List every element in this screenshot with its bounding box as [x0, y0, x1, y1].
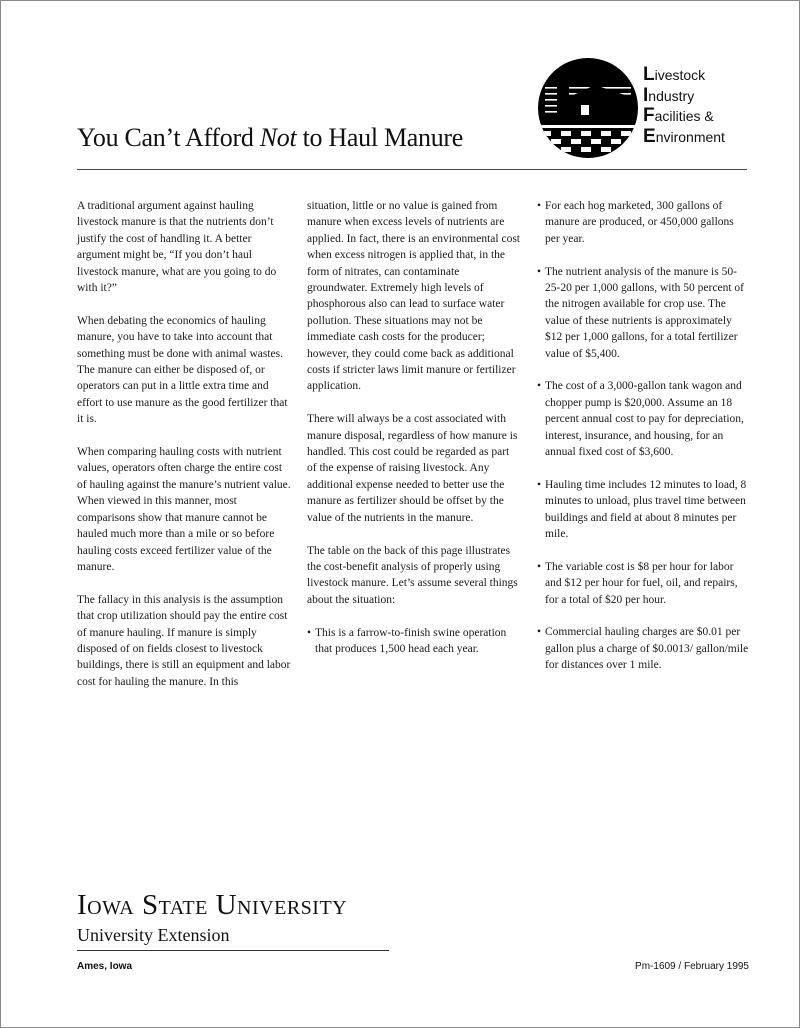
paragraph: When debating the economics of hauling manure, you have to take into account that something must be done with animal wastes. The manure can either be disposed of, or operators can put in a little extra time and effort to use manure as the good fertilizer that it is. — [77, 314, 288, 426]
life-program-name: Livestock Industry Facilities & Environment — [643, 64, 725, 147]
bullet-item: • For each hog marketed, 300 gallons of manure are produced, or 450,000 gallons per year. — [537, 200, 734, 245]
location-label: Ames, Iowa — [77, 961, 133, 972]
paragraph: The table on the back of this page illustrates the cost-benefit analysis of properly using livestock manure. Let’s assume several things about the situation: — [307, 544, 518, 606]
life-logo-icon — [537, 57, 639, 159]
university-wordmark: Iowa State University — [77, 889, 348, 921]
footer-divider — [77, 950, 389, 951]
text-column-3 — [537, 198, 751, 690]
bullet-item: • Hauling time includes 12 minutes to load, 8 minutes to unload, plus travel time between buildings and field at about 8 minutes per mile. — [537, 478, 747, 541]
paragraph: When comparing hauling costs with nutrient values, operators often charge the entire cost of hauling against the manure’s nutrient value. When viewed in this manner, most comparisons show that manure cannot be hauled much more than a mile or so before hauling costs exceed fertilizer value of the manure. — [77, 446, 291, 573]
bullet-item: • This is a farrow-to-finish swine operation that produces 1,500 head each year. — [307, 626, 507, 655]
bullet-item: • The variable cost is $8 per hour for labor and $12 per hour for fuel, oil, and repairs, for a total of $20 per hour. — [537, 560, 738, 606]
publication-number: Pm-1609 / February 1995 — [635, 961, 749, 972]
text-column-1 — [77, 198, 291, 707]
paragraph: A traditional argument against hauling livestock manure is that the nutrients don’t justify the cost of handling it. A better argument might be, “If you don’t haul livestock manure, what are you going to do with it?” — [77, 200, 277, 295]
bullet-item: • The cost of a 3,000-gallon tank wagon and chopper pump is $20,000. Assume an 18 percent annual cost to pay for depreciation, interest, insurance, and housing, for an annual fixed cost of $3,600. — [537, 380, 744, 459]
paragraph: The fallacy in this analysis is the assumption that crop utilization should pay the entire cost of manure hauling. If manure is simply disposed of on fields closest to livestock buildings, there is still an equipment and labor cost for hauling the manure. In this — [77, 593, 291, 688]
extension-name: University Extension — [77, 925, 230, 945]
text-column-2 — [307, 198, 521, 674]
bullet-item: • Commercial hauling charges are $0.01 per gallon plus a charge of $0.0013/ gallon/mile for distances over 1 mile. — [537, 626, 749, 672]
paragraph: There will always be a cost associated with manure disposal, regardless of how manure is handled. This cost could be regarded as part of the expense of raising livestock. Any additional expense needed to better use the manure as fertilizer should be offset by the value of the nutrients in the manure. — [307, 413, 518, 524]
paragraph: situation, little or no value is gained from manure when excess levels of nutrients are applied. In fact, there is an environmental cost when excess nitrogen is applied that, in the form of nitrates, can contaminate groundwater. Extremely high levels of phosphorous also can lead to surface water pollution. These situations may not be immediate cash costs for the producer; however, they could come back as additional costs if stricter laws limit manure or fertilizer application. — [307, 200, 520, 393]
bullet-item: • The nutrient analysis of the manure is 50-25-20 per 1,000 gallons, with 50 percent of the nitrogen available for crop use. The value of these nutrients is approximately $12 per 1,000 gallons, for a total fertilizer value of $5,400. — [537, 265, 744, 360]
header-divider — [77, 169, 747, 170]
page-title: You Can’t Afford Not to Haul Manure — [77, 123, 464, 152]
